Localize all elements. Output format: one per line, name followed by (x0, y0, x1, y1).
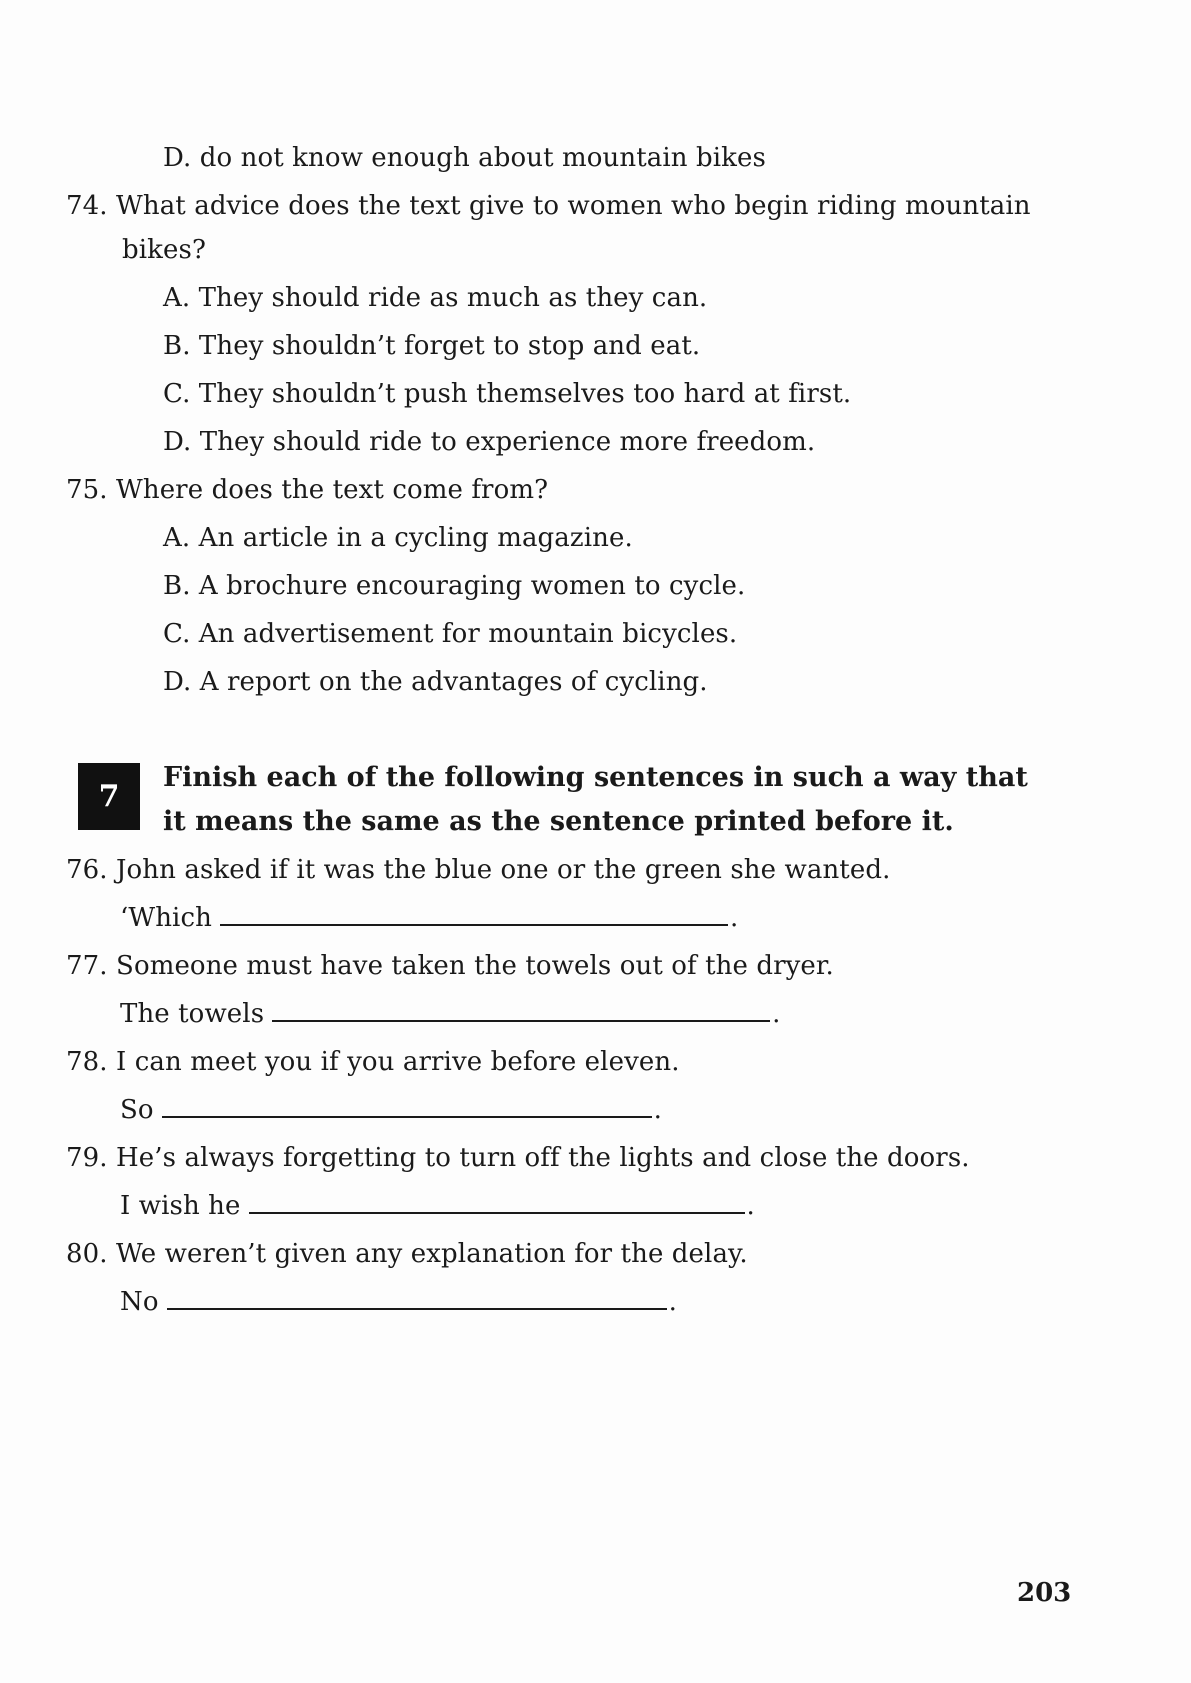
q74-stem-text: What advice does the text give to women who begin riding mountain (116, 191, 1031, 221)
item-80-sentence (66, 1238, 748, 1270)
item-80-prompt: No (120, 1287, 159, 1317)
item-79-answer (120, 1190, 755, 1222)
item-80-text: We weren’t given any explanation for the delay. (116, 1239, 748, 1269)
section-heading-line2: it means the same as the sentence printed before it. (163, 806, 954, 837)
item-80-number: 80. (66, 1239, 108, 1269)
section-number: 7 (98, 779, 120, 814)
page-number: 203 (1017, 1578, 1072, 1608)
item-79-period: . (746, 1191, 755, 1221)
section-heading (163, 756, 1028, 844)
item-80-period: . (668, 1287, 677, 1317)
item-79-prompt: I wish he (120, 1191, 241, 1221)
q74-option-a: A. They should ride as much as they can. (163, 283, 708, 313)
q75-stem-text: Where does the text come from? (116, 475, 549, 505)
item-78-answer-blank[interactable] (162, 1094, 652, 1118)
item-77-period: . (772, 999, 781, 1029)
q74-option-b: B. They shouldn’t forget to stop and eat. (163, 331, 701, 361)
item-78-text: I can meet you if you arrive before eleven. (116, 1047, 680, 1077)
item-77-answer (120, 998, 781, 1030)
item-76-answer-blank[interactable] (220, 902, 728, 926)
item-78-sentence (66, 1046, 680, 1078)
item-79-sentence (66, 1142, 970, 1174)
item-76-answer (120, 902, 738, 934)
item-76-period: . (729, 903, 739, 933)
section-heading-line1: Finish each of the following sentences in such a way that (163, 762, 1028, 793)
item-79-answer-blank[interactable] (249, 1190, 745, 1214)
item-79-text: He’s always forgetting to turn off the lights and close the doors. (116, 1143, 970, 1173)
item-80-answer (120, 1286, 677, 1318)
q75-option-b: B. A brochure encouraging women to cycle. (163, 571, 746, 601)
item-78-answer (120, 1094, 662, 1126)
section-number-box (78, 763, 140, 830)
q75-option-d: D. A report on the advantages of cycling. (163, 667, 708, 697)
item-78-period: . (653, 1095, 663, 1125)
q73-option-d: D. do not know enough about mountain bikes (163, 143, 766, 173)
item-79-number: 79. (66, 1143, 108, 1173)
q74-option-d: D. They should ride to experience more freedom. (163, 427, 816, 457)
q74-stem-line1 (66, 190, 1031, 222)
item-77-answer-blank[interactable] (272, 998, 770, 1022)
q75-option-c: C. An advertisement for mountain bicycles. (163, 619, 738, 649)
q74-stem-line2: bikes? (122, 235, 206, 265)
q75-stem (66, 474, 548, 506)
item-78-number: 78. (66, 1047, 108, 1077)
q75-number: 75. (66, 475, 108, 505)
item-76-text: John asked if it was the blue one or the green she wanted. (116, 855, 891, 885)
q74-number: 74. (66, 191, 108, 221)
item-80-answer-blank[interactable] (167, 1286, 667, 1310)
item-77-prompt: The towels (120, 999, 265, 1029)
item-77-number: 77. (66, 951, 108, 981)
item-77-text: Someone must have taken the towels out of the dryer. (116, 951, 834, 981)
item-76-sentence (66, 854, 890, 886)
item-76-prompt: ‘Which (120, 903, 212, 933)
item-77-sentence (66, 950, 834, 982)
item-78-prompt: So (120, 1095, 154, 1125)
q74-option-c: C. They shouldn’t push themselves too hard at first. (163, 379, 852, 409)
item-76-number: 76. (66, 855, 108, 885)
q75-option-a: A. An article in a cycling magazine. (163, 523, 633, 553)
